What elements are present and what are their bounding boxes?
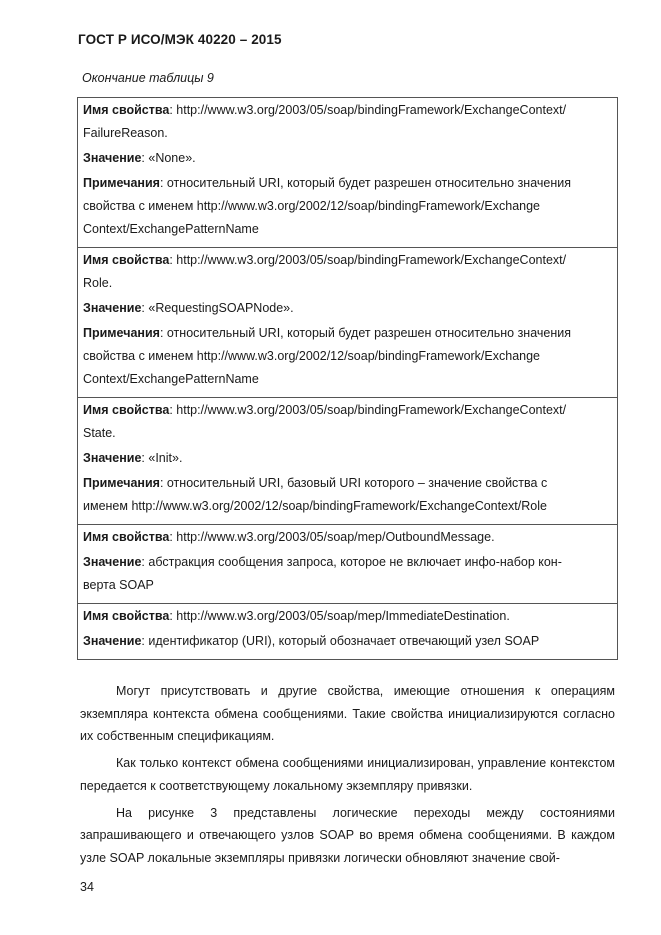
property-note bbox=[83, 172, 611, 195]
property-value bbox=[83, 551, 611, 574]
property-value-label: Значение bbox=[83, 634, 142, 648]
property-name-label: Имя свойства bbox=[83, 530, 170, 544]
property-value bbox=[83, 447, 611, 470]
property-value bbox=[83, 630, 611, 653]
table-caption: Окончание таблицы 9 bbox=[82, 71, 214, 85]
body-paragraph: На рисунке 3 представлены логические переходы между состояниями запрашивающего и отвечающего узлов SOAP во время обмена сообщениями. В каждом узле SOAP локальные экземпляры привязки логически обновляют значение свой- bbox=[80, 805, 615, 865]
property-name-value: : http://www.w3.org/2003/05/soap/bindingFramework/ExchangeContext/ bbox=[169, 103, 567, 117]
property-note-continuation: Context/ExchangePatternName bbox=[83, 222, 259, 236]
property-block-state bbox=[78, 398, 617, 525]
property-name bbox=[83, 526, 611, 549]
page-number: 34 bbox=[80, 880, 94, 894]
property-name bbox=[83, 605, 611, 628]
property-name-label: Имя свойства bbox=[83, 609, 170, 623]
property-note-continuation: Context/ExchangePatternName bbox=[83, 372, 259, 386]
property-value-text: : «None». bbox=[141, 151, 196, 165]
property-name-value: : http://www.w3.org/2003/05/soap/bindingFramework/ExchangeContext/ bbox=[169, 403, 567, 417]
property-name-label: Имя свойства bbox=[83, 253, 170, 267]
body-paragraph: Могут присутствовать и другие свойства, имеющие отношения к операциям экземпляра контекста обмена сообщениями. Такие свойства инициализируются согласно их собственным спецификациям. bbox=[80, 684, 615, 744]
document-header: ГОСТ Р ИСО/МЭК 40220 – 2015 bbox=[78, 32, 282, 47]
property-block-role bbox=[78, 248, 617, 398]
property-value-continuation: верта SOAP bbox=[83, 578, 154, 592]
property-note bbox=[83, 472, 611, 495]
property-value-text: : «Init». bbox=[141, 451, 183, 465]
property-block-outbound-message bbox=[78, 525, 617, 604]
property-note-label: Примечания bbox=[83, 476, 160, 490]
property-note bbox=[83, 322, 611, 345]
property-note-continuation: именем http://www.w3.org/2002/12/soap/bindingFramework/ExchangeContext/Role bbox=[83, 499, 547, 513]
property-name-label: Имя свойства bbox=[83, 403, 170, 417]
property-value-label: Значение bbox=[83, 301, 142, 315]
body-paragraph: Как только контекст обмена сообщениями инициализирован, управление контекстом передается к соответствующему локальному экземпляру привязки. bbox=[80, 756, 615, 793]
property-block-immediate-destination bbox=[78, 604, 617, 660]
property-name bbox=[83, 249, 611, 272]
property-name-continuation: FailureReason. bbox=[83, 126, 168, 140]
body-text bbox=[80, 680, 615, 874]
property-value-text: : абстракция сообщения запроса, которое не включает инфо-набор кон- bbox=[141, 555, 562, 569]
property-note-continuation: свойства с именем http://www.w3.org/2002/12/soap/bindingFramework/Exchange bbox=[83, 349, 541, 363]
property-note-text: : относительный URI, который будет разрешен относительно значения bbox=[159, 326, 572, 340]
property-value-label: Значение bbox=[83, 555, 142, 569]
property-value bbox=[83, 297, 611, 320]
property-note-text: : относительный URI, базовый URI которого – значение свойства с bbox=[159, 476, 548, 490]
property-block-failure-reason bbox=[78, 98, 617, 248]
property-name-continuation: Role. bbox=[83, 276, 113, 290]
property-name-continuation: State. bbox=[83, 426, 116, 440]
property-note-label: Примечания bbox=[83, 176, 160, 190]
property-note-text: : относительный URI, который будет разрешен относительно значения bbox=[159, 176, 572, 190]
property-value-label: Значение bbox=[83, 151, 142, 165]
property-name-value: : http://www.w3.org/2003/05/soap/bindingFramework/ExchangeContext/ bbox=[169, 253, 567, 267]
property-name-value: : http://www.w3.org/2003/05/soap/mep/OutboundMessage. bbox=[169, 530, 495, 544]
property-value-text: : «RequestingSOAPNode». bbox=[141, 301, 294, 315]
property-note-continuation: свойства с именем http://www.w3.org/2002/12/soap/bindingFramework/Exchange bbox=[83, 199, 541, 213]
property-value-text: : идентификатор (URI), который обозначает отвечающий узел SOAP bbox=[141, 634, 540, 648]
property-name-label: Имя свойства bbox=[83, 103, 170, 117]
property-table bbox=[77, 97, 618, 660]
property-value bbox=[83, 147, 611, 170]
property-note-label: Примечания bbox=[83, 326, 160, 340]
property-name-value: : http://www.w3.org/2003/05/soap/mep/ImmediateDestination. bbox=[169, 609, 510, 623]
property-name bbox=[83, 99, 611, 122]
property-value-label: Значение bbox=[83, 451, 142, 465]
property-name bbox=[83, 399, 611, 422]
